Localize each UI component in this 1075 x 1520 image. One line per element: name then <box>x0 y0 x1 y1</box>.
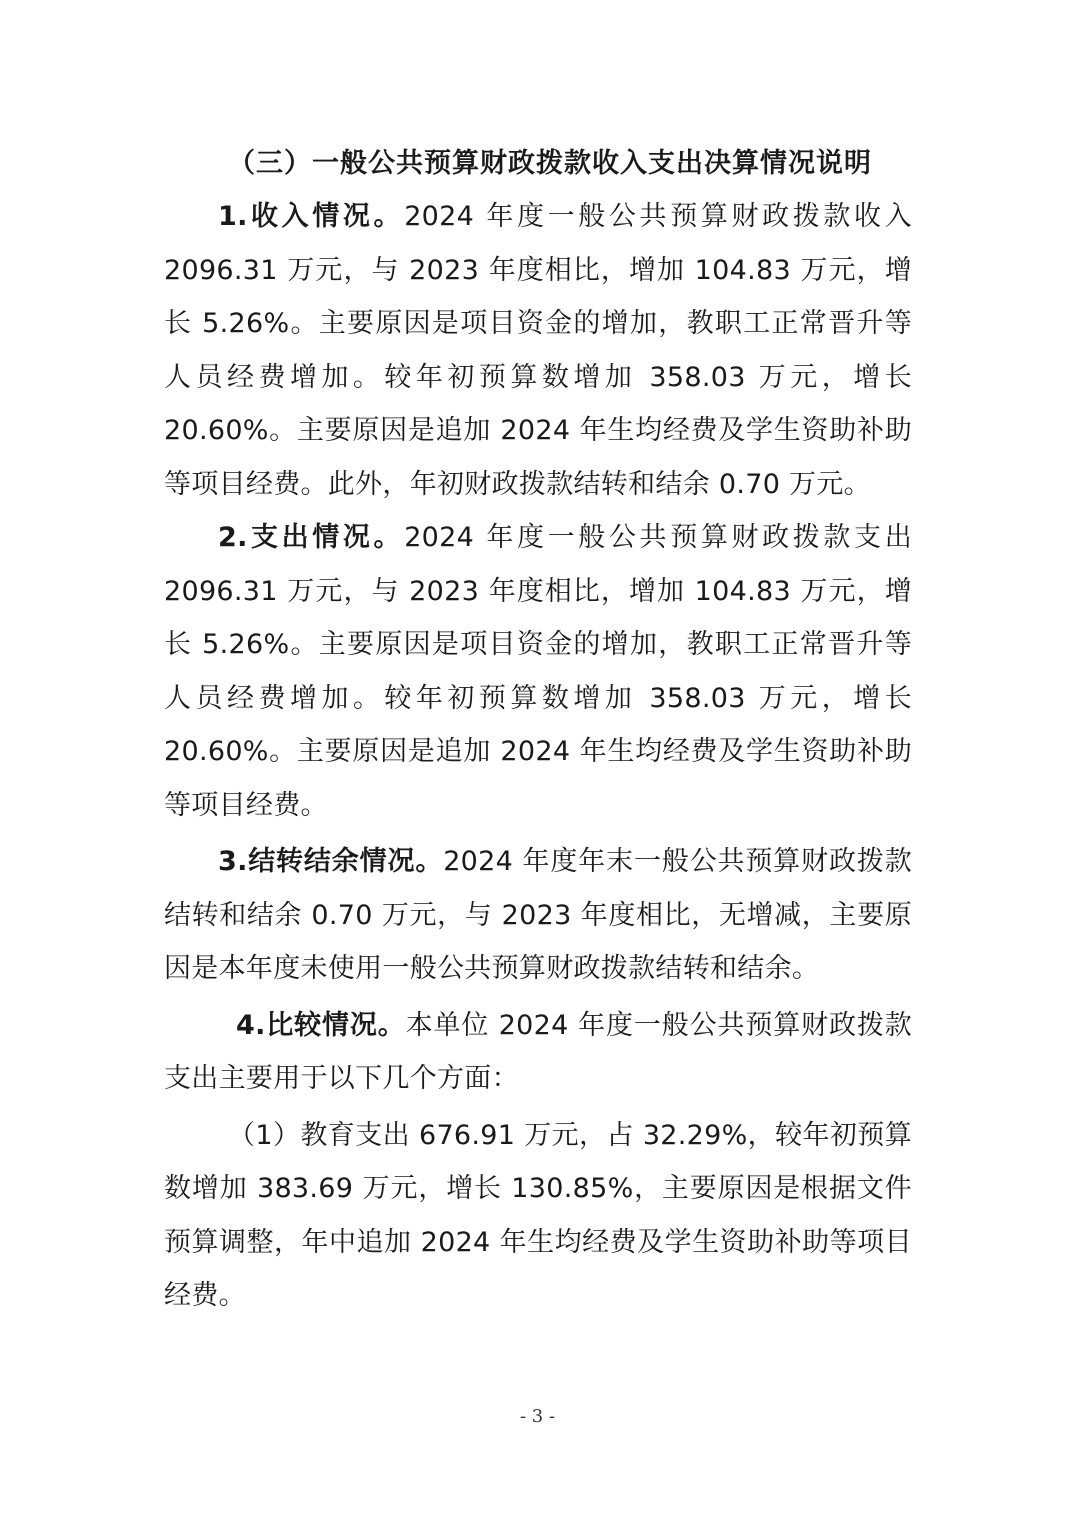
section-heading: （三）一般公共预算财政拨款收入支出决算情况说明 <box>228 148 872 179</box>
page-number: - 3 - <box>519 1406 556 1427</box>
paragraph-text: 2024 年度一般公共预算财政拨款收入 2096.31 万元，与 2023 年度相比，增加 104.83 万元，增长 5.26%。主要原因是项目资金的增加，教职工正常晋升等人员经费增加。较年初预算数增加 358.03 万元，增长 20.60%。主要原因是追加 2024 年生均经费及学生资助补助等项目经费。此外，年初财政拨款结转和结余 0.70 万元。 <box>164 201 912 500</box>
paragraph-lead: 3.结转结余情况。 <box>218 846 444 877</box>
paragraph-income <box>164 190 912 511</box>
paragraph-text: 本单位 2024 年度一般公共预算财政拨款支出主要用于以下几个方面： <box>164 1009 912 1094</box>
document-body <box>164 138 912 1323</box>
paragraph-lead: 2.支出情况。 <box>218 522 405 553</box>
paragraph-education-expense <box>164 1109 912 1323</box>
paragraph-text: 2024 年度年末一般公共预算财政拨款结转和结余 0.70 万元，与 2023 年度相比，无增减，主要原因是本年度未使用一般公共预算财政拨款结转和结余。 <box>164 846 912 984</box>
paragraph-lead: 1.收入情况。 <box>218 201 405 232</box>
paragraph-comparison <box>164 999 912 1106</box>
paragraph-carryover <box>164 835 912 996</box>
paragraph-text: 2024 年度一般公共预算财政拨款支出 2096.31 万元，与 2023 年度相比，增加 104.83 万元，增长 5.26%。主要原因是项目资金的增加，教职工正常晋升等人员经费增加。较年初预算数增加 358.03 万元，增长 20.60%。主要原因是追加 2024 年生均经费及学生资助补助等项目经费。 <box>164 522 912 821</box>
paragraph-expenditure <box>164 511 912 832</box>
paragraph-text: （1）教育支出 676.91 万元，占 32.29%，较年初预算数增加 383.69 万元，增长 130.85%，主要原因是根据文件预算调整，年中追加 2024 年生均经费及学生资助补助等项目经费。 <box>164 1119 912 1311</box>
paragraph-lead: 4.比较情况。 <box>236 1009 406 1041</box>
